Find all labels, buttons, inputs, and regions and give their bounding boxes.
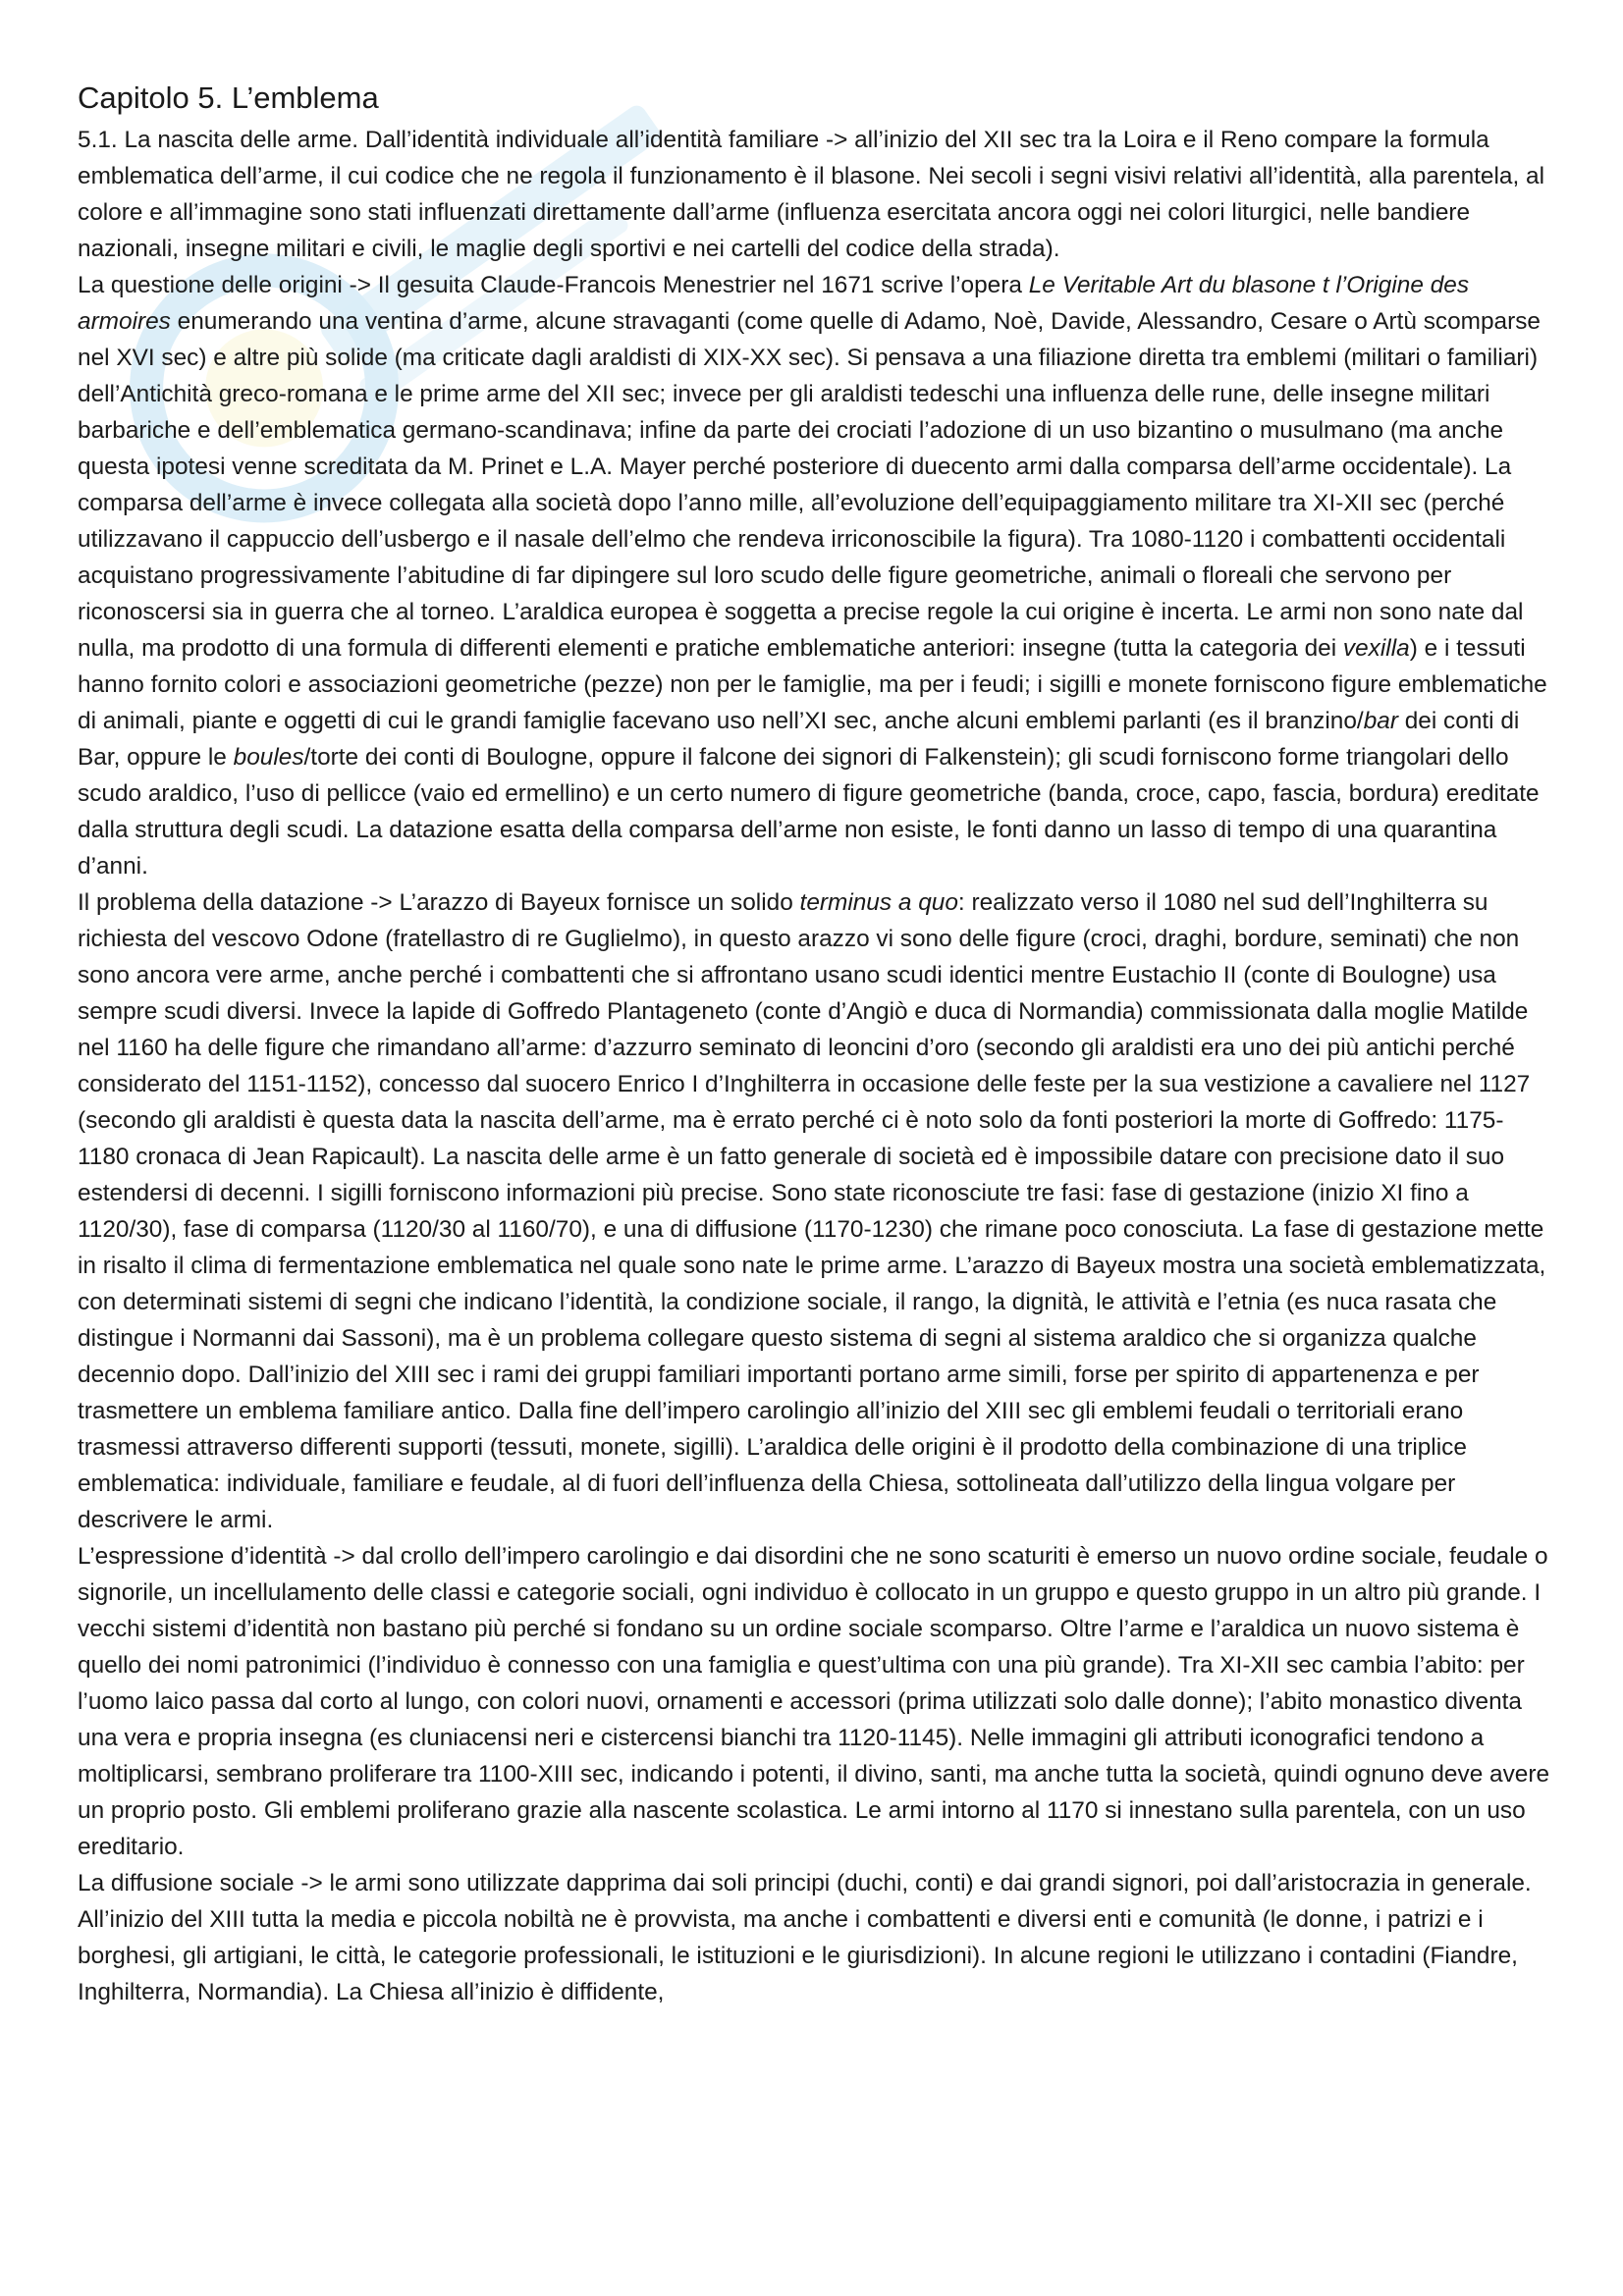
text-run: : realizzato verso il 1080 nel sud dell’Inghilterra su richiesta del vescovo Odone (fratellastro di re Guglielmo), in questo arazzo vi sono delle figure (croci, draghi, bordure, seminati) che non sono ancora vere arme, anche perché i combattenti che si affrontano usano scudi identici mentre Eustachio II (conte di Boulogne) usa sempre scudi diversi. Invece la lapide di Goffredo Plantageneto (conte d’Angiò e duca di Normandia) commissionata dalla moglie Matilde nel 1160 ha delle figure che rimandano all’arme: d’azzurro seminato di leoncini d’oro (secondo gli araldisti era uno dei più antichi perché considerato del 1151-1152), concesso dal suocero Enrico I d’Inghilterra in occasione delle feste per la sua vestizione a cavaliere nel 1127 (secondo gli araldisti è questa data la nascita dell’arme, ma è errato perché ci è noto solo da fonti posteriori la morte di Goffredo: 1175-1180 cronaca di Jean Rapicault). La nascita delle arme è un fatto generale di società ed è impossibile datare con precisione dato il suo estendersi di decenni. I sigilli forniscono informazioni più precise. Sono state riconosciute tre fasi: fase di gestazione (inizio XI fino a 1120/30), fase di comparsa (1120/30 al 1160/70), e una di diffusione (1170-1230) che rimane poco conosciuta. La fase di gestazione mette in risalto il clima di fermentazione emblematica nel quale sono nate le prime arme. L’arazzo di Bayeux mostra una società emblematizzata, con determinati sistemi di segni che indicano l’identità, la condizione sociale, il rango, la dignità, le attività e l’etnia (es nuca rasata che distingue i Normanni dai Sassoni), ma è un problema collegare questo sistema di segni al sistema araldico che si organizza qualche decennio dopo. Dall’inizio del XIII sec i rami dei gruppi familiari importanti portano arme simili, forse per spirito di appartenenza e per trasmettere un emblema familiare antico. Dalla fine dell’impero carolingio all’inizio del XIII sec gli emblemi feudali o territoriali erano trasmessi attraverso differenti supporti (tessuti, monete, sigilli). L’araldica delle origini è il prodotto della combinazione di una triplice emblematica: individuale, familiare e feudale, al di fuori dell’influenza della Chiesa, sottolineata dall’utilizzo della lingua volgare per descrivere le armi. [78,889,1546,1533]
paragraph [78,1865,1550,2010]
italic-text: terminus a quo [799,889,958,916]
italic-text: boules [233,744,304,771]
text-run: L’espressione d’identità -> dal crollo dell’impero carolingio e dai disordini che ne sono scaturiti è emerso un nuovo ordine sociale, feudale o signorile, un incellulamento delle classi e categorie sociali, ogni individuo è collocato in un gruppo e questo gruppo in un altro più grande. I vecchi sistemi d’identità non bastano più perché si fondano su un ordine sociale scomparso. Oltre l’arme e l’araldica un nuovo sistema è quello dei nomi patronimici (l’individuo è connesso con una famiglia e quest’ultima con una più grande). Tra XI-XII sec cambia l’abito: per l’uomo laico passa dal corto al lungo, con colori nuovi, ornamenti e accessori (prima utilizzati solo dalle donne); l’abito monastico diventa una vera e propria insegna (es cluniacensi neri e cistercensi bianchi tra 1120-1145). Nelle immagini gli attributi iconografici tendono a moltiplicarsi, sembrano proliferare tra 1100-XIII sec, indicando i potenti, il divino, santi, ma anche tutta la società, quindi ognuno deve avere un proprio posto. Gli emblemi proliferano grazie alla nascente scolastica. Le armi intorno al 1170 si innestano sulla parentela, con un uso ereditario. [78,1543,1550,1860]
document-body [78,122,1550,2010]
document-page [78,77,1550,2010]
text-run: Il problema della datazione -> L’arazzo di Bayeux fornisce un solido [78,889,800,916]
paragraph [78,1538,1550,1865]
text-run: dei conti di Bar, oppure le [78,708,1520,771]
italic-text: bar [1363,708,1398,734]
chapter-title: Capitolo 5. L’emblema [78,80,379,115]
text-run: ) e i tessuti hanno fornito colori e associazioni geometriche (pezze) non per le famiglie, ma per i feudi; i sigilli e monete forniscono figure emblematiche di animali, piante e oggetti di cui le grandi famiglie facevano uso nell’XI sec, anche alcuni emblemi parlanti (es il branzino/ [78,635,1547,734]
text-run: 5.1. La nascita delle arme. Dall’identità individuale all’identità familiare -> all’inizio del XII sec tra la Loira e il Reno compare la formula emblematica dell’arme, il cui codice che ne regola il funzionamento è il blasone. Nei secoli i segni visivi relativi all’identità, alla parentela, al colore e all’immagine sono stati influenzati direttamente dall’arme (influenza esercitata ancora oggi nei colori liturgici, nelle bandiere nazionali, insegne militari e civili, le maglie degli sportivi e nei cartelli del codice della strada). [78,127,1545,262]
text-run: /torte dei conti di Boulogne, oppure il falcone dei signori di Falkenstein); gli scudi forniscono forme triangolari dello scudo araldico, l’uso di pellicce (vaio ed ermellino) e un certo numero di figure geometriche (banda, croce, capo, fascia, bordura) ereditate dalla struttura degli scudi. La datazione esatta della comparsa dell’arme non esiste, le fonti danno un lasso di tempo di una quarantina d’anni. [78,744,1540,880]
text-run: La diffusione sociale -> le armi sono utilizzate dapprima dai soli principi (duchi, conti) e dai grandi signori, poi dall’aristocrazia in generale. All’inizio del XIII tutta la media e piccola nobiltà ne è provvista, ma anche i combattenti e diversi enti e comunità (le donne, i patrizi e i borghesi, gli artigiani, le città, le categorie professionali, le istituzioni e le giurisdizioni). In alcune regioni le utilizzano i contadini (Fiandre, Inghilterra, Normandia). La Chiesa all’inizio è diffidente, [78,1870,1532,2005]
paragraph [78,267,1550,884]
italic-text: vexilla [1342,635,1410,662]
italic-text: Le Veritable Art du blasone t l’Origine des armoires [78,272,1470,335]
paragraph [78,884,1550,1538]
text-run: enumerando una ventina d’arme, alcune stravaganti (come quelle di Adamo, Noè, Davide, Alessandro, Cesare o Artù scomparse nel XVI sec) e altre più solide (ma criticate dagli araldisti di XIX-XX sec). Si pensava a una filiazione diretta tra emblemi (militari o familiari) dell’Antichità greco-romana e le prime arme del XII sec; invece per gli araldisti tedeschi una influenza delle rune, delle insegne militari barbariche e dell’emblematica germano-scandinava; infine da parte dei crociati l’adozione di un uso bizantino o musulmano (ma anche questa ipotesi venne screditata da M. Prinet e L.A. Mayer perché posteriore di duecento armi dalla comparsa dell’arme occidentale). La comparsa dell’arme è invece collegata alla società dopo l’anno mille, all’evoluzione dell’equipaggiamento militare tra XI-XII sec (perché utilizzavano il cappuccio dell’usbergo e il nasale dell’elmo che rendeva irriconoscibile la figura). Tra 1080-1120 i combattenti occidentali acquistano progressivamente l’abitudine di far dipingere sul loro scudo delle figure geometriche, animali o floreali che servono per riconoscersi sia in guerra che al torneo. L’araldica europea è soggetta a precise regole la cui origine è incerta. Le armi non sono nate dal nulla, ma prodotto di una formula di differenti elementi e pratiche emblematiche anteriori: insegne (tutta la categoria dei [78,308,1541,662]
text-run: La questione delle origini -> Il gesuita Claude-Francois Menestrier nel 1671 scrive l’opera [78,272,1029,298]
paragraph [78,122,1550,267]
